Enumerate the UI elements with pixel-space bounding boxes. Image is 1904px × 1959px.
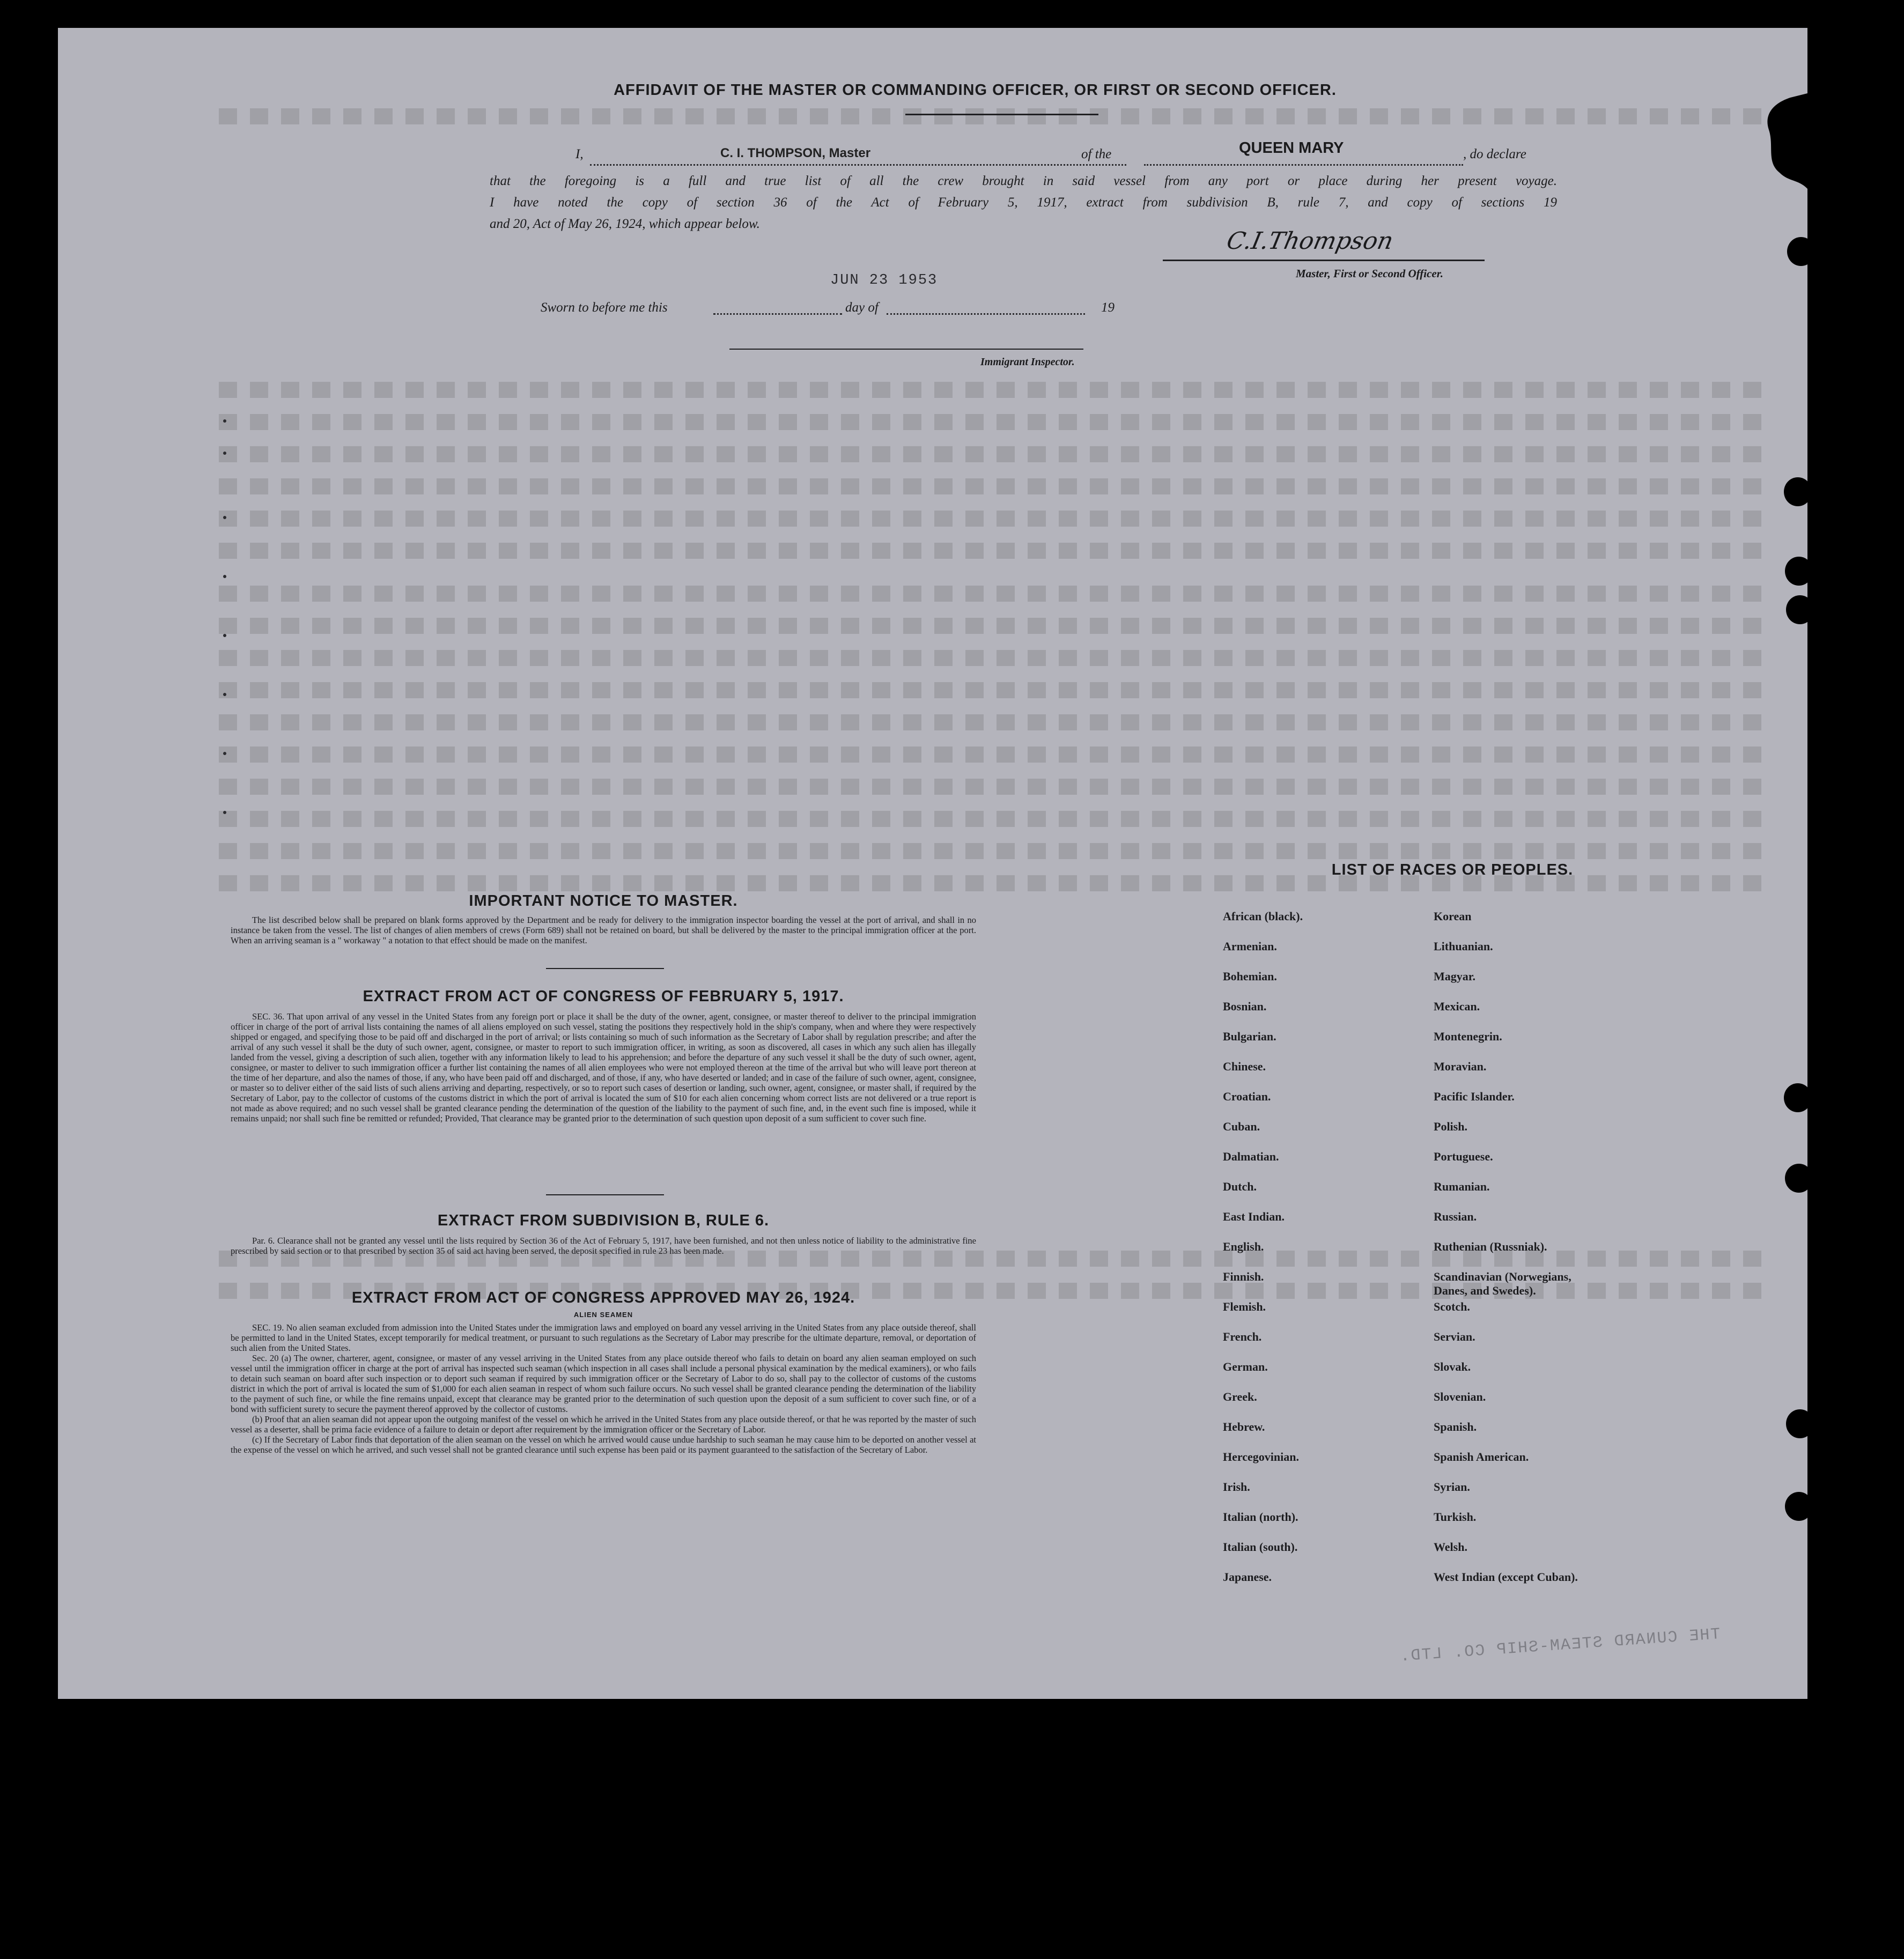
punch-hole: [1785, 1492, 1807, 1521]
race-item: Scotch.: [1434, 1300, 1470, 1313]
bleed-through-line: [219, 714, 1774, 730]
margin-dot: [223, 575, 226, 578]
vessel-name: QUEEN MARY: [1239, 139, 1344, 157]
master-signature: C.I.Thompson: [1224, 227, 1396, 255]
inspector-line: [729, 349, 1083, 350]
sworn-day-line: [713, 313, 842, 315]
bleed-through-line: [219, 811, 1774, 827]
bleed-through-line: [219, 478, 1774, 494]
race-item: Turkish.: [1434, 1510, 1477, 1524]
document-page: [58, 28, 1807, 1699]
rule-6-title: EXTRACT FROM SUBDIVISION B, RULE 6.: [437, 1212, 770, 1229]
notice-title: IMPORTANT NOTICE TO MASTER.: [469, 892, 738, 910]
race-item: Armenian.: [1223, 940, 1277, 953]
bleed-through-line: [219, 108, 1774, 124]
bleed-through-line: [219, 543, 1774, 559]
act-1924-body: [231, 1322, 976, 1455]
date-stamp: JUN 23 1953: [830, 272, 938, 289]
sec-19-text: SEC. 19. No alien seaman excluded from admission into the United States under the immigration laws and employed on board any vessel arriving in the United States from any place outside thereof, shall be permitted to land in the United States, except temporarily for medical treatment, or pursuant to such regulations as the Secretary of Labor may prescribe for the ultimate departure, removal, or deportation of such alien from the United States.: [231, 1322, 976, 1353]
punch-hole: [1785, 1164, 1807, 1193]
sec-20c-text: (c) If the Secretary of Labor finds that deportation of the alien seaman on the vessel on which he arrived would cause undue hardship to such seaman he may cause him to be deported on another vessel at the expense of the vessel on which he arrived, and such vessel shall not be granted clearance until such expense has been paid or its payment guaranteed to the satisfaction of the Secretary of Labor.: [231, 1435, 976, 1455]
race-item: Moravian.: [1434, 1060, 1487, 1073]
race-item: Portuguese.: [1434, 1150, 1493, 1163]
inspector-caption: Immigrant Inspector.: [980, 356, 1075, 368]
par-6-text: Par. 6. Clearance shall not be granted any vessel until the lists required by Section 36 of the Act of February 5, 1917, have been furnished, and not then unless notice of liability to the administrative fine prescribed by said section or to that prescribed by section 35 of said act having been served, the deposit specified in rule 23 has been made.: [231, 1236, 976, 1256]
margin-dot: [223, 516, 226, 519]
vessel-name-line: [1144, 164, 1463, 166]
title-underline: [905, 114, 1098, 115]
race-item: Cuban.: [1223, 1120, 1260, 1133]
race-item: English.: [1223, 1240, 1264, 1253]
margin-dot: [223, 452, 226, 455]
affidavit-title: AFFIDAVIT OF THE MASTER OR COMMANDING OFFICER, OR FIRST OR SECOND OFFICER.: [614, 82, 1337, 99]
race-item: Hercegovinian.: [1223, 1450, 1299, 1463]
sec-20a-text: Sec. 20 (a) The owner, charterer, agent, consignee, or master of any vessel arriving in the United States from any place outside thereof who fails to detain on board any alien seaman employed on such vessel until the immigration officer in charge at the port of arrival has inspected such seaman (which inspection in all cases shall include a personal physical examination by the medical examiners), or who fails to detain such seaman on board after such inspection or to deport such seaman if required by such immigration officer or the Secretary of Labor to do so, shall pay to the collector of customs of the customs district in which the port of arrival is located the sum of $1,000 for each alien seaman in respect of whom such failure occurs. No such vessel shall be granted clearance pending the determination of the liability to the payment of such fine, or while the fine remains unpaid, except that clearance may be granted prior to the determination of such question upon the deposit of a sum sufficient to cover such fine, or of a bond with sufficient surety to secure the payment thereof approved by the collector of customs.: [231, 1353, 976, 1414]
bleed-through-line: [219, 414, 1774, 430]
race-item: Dutch.: [1223, 1180, 1257, 1193]
torn-corner: [1758, 92, 1807, 199]
race-item: African (black).: [1223, 910, 1303, 923]
punch-hole: [1787, 237, 1807, 266]
margin-dot: [223, 634, 226, 637]
section-divider: [546, 1194, 664, 1195]
race-item: Spanish American.: [1434, 1450, 1529, 1463]
race-item: Croatian.: [1223, 1090, 1271, 1103]
race-item: Irish.: [1223, 1480, 1250, 1494]
race-item: Korean: [1434, 910, 1472, 923]
company-stamp: THE CUNARD STEAM-SHIP CO. LTD.: [1398, 1625, 1721, 1666]
race-item: German.: [1223, 1360, 1268, 1373]
bleed-through-line: [219, 779, 1774, 795]
race-item: Ruthenian (Russniak).: [1434, 1240, 1547, 1253]
race-item: Mexican.: [1434, 1000, 1480, 1013]
bleed-through-line: [219, 511, 1774, 527]
notice-body: [231, 915, 976, 945]
race-item: Slovak.: [1434, 1360, 1471, 1373]
affidavit-line-2: that the foregoing is a full and true list of all the crew brought in said vessel from any port or place during her present voyage.: [490, 174, 1557, 188]
race-item: Welsh.: [1434, 1540, 1467, 1554]
day-of-label: day of: [845, 300, 879, 315]
race-item: Bohemian.: [1223, 970, 1277, 983]
act-1924-subtitle: ALIEN SEAMEN: [573, 1311, 633, 1319]
bleed-through-line: [219, 382, 1774, 398]
race-item: East Indian.: [1223, 1210, 1285, 1223]
race-item: Polish.: [1434, 1120, 1467, 1133]
i-label: I,: [575, 147, 584, 161]
sec-20b-text: (b) Proof that an alien seaman did not appear upon the outgoing manifest of the vessel on which he arrived in the United States from any place outside thereof, or that he was reported by the master of such vessel as a deserter, shall be prima facie evidence of a failure to detain or deport after requirement by the immigration officer or the Secretary of Labor.: [231, 1414, 976, 1435]
bleed-through-line: [219, 682, 1774, 698]
section-divider: [546, 968, 664, 969]
bleed-through-line: [219, 843, 1774, 859]
signature-line: [1163, 260, 1485, 261]
bleed-through-line: [219, 746, 1774, 763]
race-item: Scandinavian (Norwegians, Danes, and Swedes).: [1434, 1270, 1571, 1297]
signature-caption: Master, First or Second Officer.: [1296, 267, 1443, 280]
race-item: Spanish.: [1434, 1420, 1477, 1433]
race-item: Montenegrin.: [1434, 1030, 1502, 1043]
bleed-through-line: [219, 650, 1774, 666]
race-item: Japanese.: [1223, 1570, 1272, 1584]
race-item: Flemish.: [1223, 1300, 1266, 1313]
margin-dot: [223, 752, 226, 755]
race-item: Pacific Islander.: [1434, 1090, 1515, 1103]
race-item: Dalmatian.: [1223, 1150, 1279, 1163]
race-item: Magyar.: [1434, 970, 1476, 983]
act-1924-title: EXTRACT FROM ACT OF CONGRESS APPROVED MAY 26, 1924.: [351, 1289, 855, 1306]
race-item: Greek.: [1223, 1390, 1257, 1403]
notice-text: The list described below shall be prepared on blank forms approved by the Department and be ready for delivery to the immigration inspector boarding the vessel at the port of arrival, and shall in no instance be taken from the vessel. The list of changes of alien members of crews (Form 689) shall not be retained on board, but shall be delivered by the master to the principal immigration officer at the port. When an arriving seaman is a " workaway " a notation to that effect should be made on the manifest.: [231, 915, 976, 945]
race-item: French.: [1223, 1330, 1262, 1343]
year-label: 19: [1101, 300, 1115, 315]
bleed-through-line: [219, 446, 1774, 462]
race-item: Hebrew.: [1223, 1420, 1265, 1433]
of-the-label: of the: [1081, 147, 1112, 161]
race-item: Russian.: [1434, 1210, 1477, 1223]
race-item: Italian (south).: [1223, 1540, 1298, 1554]
bleed-through-line: [219, 618, 1774, 634]
margin-dot: [223, 693, 226, 696]
do-declare-label: , do declare: [1463, 147, 1526, 161]
sec-36-text: SEC. 36. That upon arrival of any vessel in the United States from any foreign port or place it shall be the duty of the owner, agent, consignee, or master thereof to deliver to the principal immigration officer in charge of the port of arrival lists containing the names of all aliens employed on such vessel, stating the positions they respectively hold in the ship's company, when and where they were respectively shipped or engaged, and specifying those to be paid off and discharged in the port of arrival; or lists containing so much of such information as the Secretary of Labor shall by regulation prescribe; and after the arrival of any such vessel it shall be the duty of such owner, agent, consignee, or master to report to such immigration officer, in writing, as soon as discovered, all cases in which any such alien has illegally landed from the vessel, giving a description of such alien, together with any information likely to lead to his apprehension; and before the departure of any such vessel it shall be the duty of such owner, agent, consignee, or master to deliver to such immigration officer a further list containing the names of all alien employees who were not employed thereon at the time of the arrival but who will leave port thereon at the time of her departure, and also the names of those, if any, who have been paid off and discharged, and of those, if any, who have deserted or landed; and in case of the failure of such owner, agent, consignee, or master so to deliver either of the said lists of such aliens arriving and departing, respectively, or so to report such cases of desertion or landing, such owner, agent, consignee, or master shall, if required by the Secretary of Labor, pay to the collector of customs of the customs district in which the port of arrival is located the sum of $10 for each alien concerning whom correct lists are not delivered or a true report is not made as above required; and no such vessel shall be granted clearance pending the determination of the question of the liability to the payment of such fine, and, in the event such fine is imposed, while it remains unpaid; nor shall such fine be remitted or refunded; Provided, That clearance may be granted prior to the determination of such question upon deposit of a sum sufficient to cover such fine.: [231, 1011, 976, 1123]
act-1917-body: [231, 1011, 976, 1123]
race-item: Slovenian.: [1434, 1390, 1486, 1403]
affidavit-line-4: and 20, Act of May 26, 1924, which appear below.: [490, 217, 760, 231]
bleed-through-line: [219, 586, 1774, 602]
sworn-label: Sworn to before me this: [541, 300, 668, 315]
punch-hole: [1784, 1083, 1807, 1112]
punch-hole: [1784, 477, 1807, 506]
punch-hole: [1785, 557, 1807, 586]
race-item: Syrian.: [1434, 1480, 1470, 1494]
sworn-month-line: [887, 313, 1085, 315]
margin-dot: [223, 419, 226, 423]
punch-hole: [1786, 1409, 1807, 1438]
master-name-line: [590, 164, 1126, 166]
race-item: Chinese.: [1223, 1060, 1266, 1073]
affidavit-line-3: I have noted the copy of section 36 of the Act of February 5, 1917, extract from subdivision B, rule 7, and copy of sections 19: [490, 195, 1557, 210]
race-item: West Indian (except Cuban).: [1434, 1570, 1578, 1584]
rule-6-body: [231, 1236, 976, 1256]
master-name: C. I. THOMPSON, Master: [720, 146, 871, 160]
race-item: Lithuanian.: [1434, 940, 1493, 953]
act-1917-title: EXTRACT FROM ACT OF CONGRESS OF FEBRUARY 5, 1917.: [363, 988, 844, 1005]
race-item: Rumanian.: [1434, 1180, 1490, 1193]
race-item: Bulgarian.: [1223, 1030, 1276, 1043]
races-title: LIST OF RACES OR PEOPLES.: [1331, 861, 1574, 878]
race-item: Servian.: [1434, 1330, 1475, 1343]
race-item: Bosnian.: [1223, 1000, 1267, 1013]
margin-dot: [223, 811, 226, 814]
race-item: Italian (north).: [1223, 1510, 1298, 1524]
punch-hole: [1786, 595, 1807, 624]
race-item: Finnish.: [1223, 1270, 1264, 1283]
